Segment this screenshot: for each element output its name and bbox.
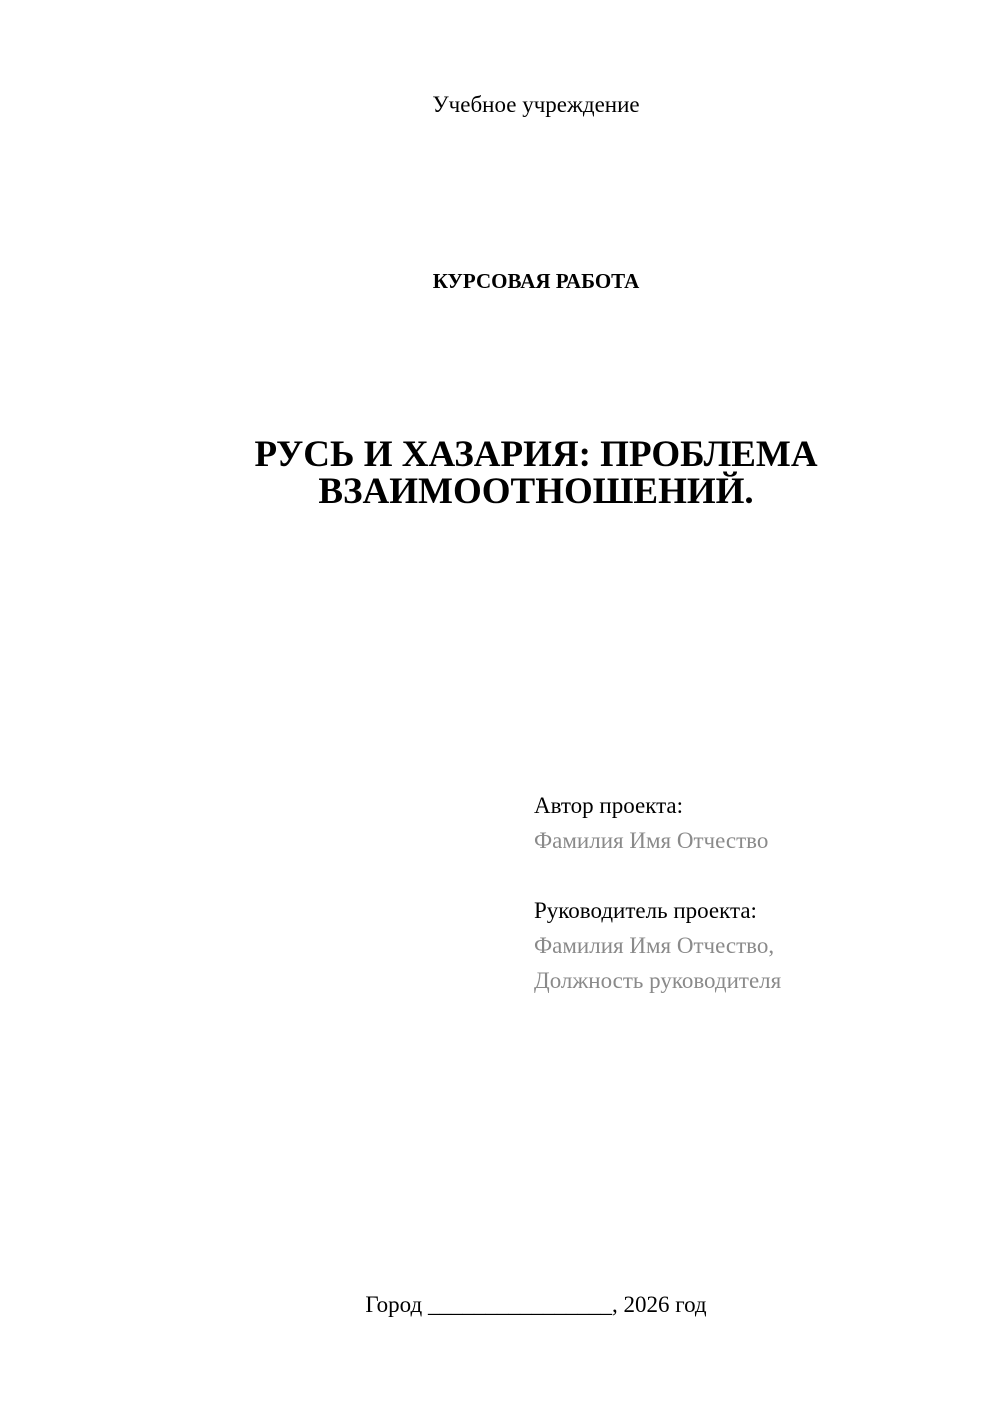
author-label: Автор проекта:	[534, 793, 683, 818]
supervisor-position-placeholder: Должность руководителя	[534, 968, 782, 993]
info-spacer	[534, 858, 974, 893]
city-year-line: Город ________________, 2026 год	[365, 1292, 707, 1317]
document-title-line-2: ВЗАИМООТНОШЕНИЙ.	[318, 471, 754, 512]
document-title	[0, 436, 1000, 510]
institution-name: Учебное учреждение	[432, 92, 640, 117]
document-title-line-1: РУСЬ И ХАЗАРИЯ: ПРОБЛЕМА	[254, 434, 818, 475]
project-info-block	[534, 788, 974, 998]
supervisor-name-placeholder: Фамилия Имя Отчество,	[534, 933, 775, 958]
author-name-placeholder: Фамилия Имя Отчество	[534, 828, 769, 853]
supervisor-label: Руководитель проекта:	[534, 898, 757, 923]
work-type-heading: КУРСОВАЯ РАБОТА	[432, 269, 640, 293]
